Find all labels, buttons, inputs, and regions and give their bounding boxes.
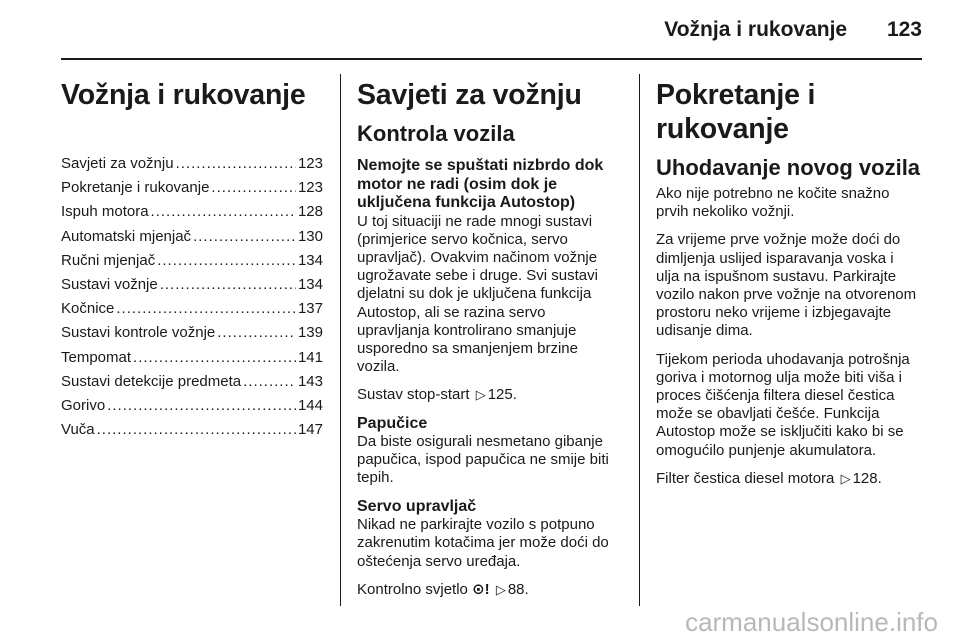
- starting-column: [656, 78, 921, 498]
- toc-item-label: Ispuh motora: [61, 203, 149, 221]
- diesel-filter-ref[interactable]: [656, 470, 921, 488]
- toc-item-page: 134: [297, 276, 323, 294]
- section-subtitle: Kontrola vozila: [357, 121, 515, 146]
- column-divider: [340, 74, 341, 606]
- ref-text: Sustav stop-start: [357, 386, 470, 404]
- pedals-text: Da biste osigurali nesmetano gibanje papučica, ispod papučica ne smije biti tepih.: [357, 433, 609, 487]
- toc-leader-dots: [157, 249, 296, 273]
- toc-leader-dots: [160, 273, 296, 297]
- toc-item[interactable]: [61, 225, 323, 249]
- toc-item-page: 123: [297, 179, 323, 197]
- toc-item[interactable]: [61, 273, 323, 297]
- toc-leader-dots: [107, 394, 296, 418]
- break-in-text-2: Za vrijeme prve vožnje može doći do dimljenja uslijed isparavanja voska i ulja na ispušnom sustavu. Parkirajte vozilo nakon prve vožnje na otvorenom prostoru neko vrijeme i izbjegavajte udisanje dima.: [656, 231, 917, 340]
- section-title: Savjeti za vožnju: [357, 79, 582, 111]
- toc-item-page: 123: [297, 155, 323, 172]
- break-in-text-1: Ako nije potrebno ne kočite snažno prvih nekoliko vožnji.: [656, 185, 890, 221]
- header-title: Vožnja i rukovanje: [664, 18, 848, 41]
- toc-item-label: Sustavi kontrole vožnje: [61, 324, 216, 342]
- toc-item-page: 144: [297, 397, 323, 415]
- toc-leader-dots: [193, 225, 296, 249]
- toc-item[interactable]: [61, 370, 323, 394]
- toc-item[interactable]: [61, 321, 323, 345]
- toc-column: [61, 78, 323, 442]
- toc-item-label: Tempomat: [61, 348, 132, 366]
- toc-item-label: Vuča: [61, 421, 95, 439]
- toc-item-page: 141: [297, 348, 323, 366]
- toc-leader-dots: [116, 297, 296, 321]
- stop-start-ref[interactable]: [357, 386, 622, 404]
- toc-item[interactable]: [61, 346, 323, 370]
- driving-tips-column: [357, 78, 622, 609]
- toc-item-page: 130: [297, 227, 323, 245]
- toc-leader-dots: [151, 200, 296, 224]
- page-header: [664, 18, 922, 42]
- toc-item-page: 128: [297, 203, 323, 221]
- toc-item-page: 134: [297, 251, 323, 269]
- toc-item-page: 139: [297, 324, 323, 342]
- downhill-text: U toj situaciji ne rade mnogi sustavi (primjerice servo kočnica, servo upravljač). Ovakvim načinom vožnje ugrožavate sebe i druge. Svi sustavi djelatni su dok je uključena funkcija Autostop, ali se razina servo upravljanja kontrolirano smanjuje usporedno sa smanjenjem brzine vozila.: [357, 212, 598, 376]
- pedals-heading: Papučice: [357, 414, 428, 432]
- toc-leader-dots: [133, 346, 296, 370]
- toc-leader-dots: [211, 176, 296, 200]
- page-ref-icon: ▷: [840, 470, 851, 486]
- toc-item[interactable]: [61, 297, 323, 321]
- toc-item-label: Pokretanje i rukovanje: [61, 179, 210, 197]
- toc-item-label: Savjeti za vožnju: [61, 155, 174, 172]
- toc-item-label: Gorivo: [61, 397, 106, 415]
- steering-text: Nikad ne parkirajte vozilo s potpuno zakrenutim kotačima jer može doći do oštećenja servo uređaja.: [357, 516, 609, 570]
- column-divider: [639, 74, 640, 606]
- steering-warning-icon: ⊙!: [472, 580, 490, 598]
- ref-page: 128.: [852, 469, 882, 487]
- ref-text: Kontrolno svjetlo: [357, 580, 468, 598]
- warning-light-ref[interactable]: [357, 581, 622, 599]
- toc-list: [61, 152, 323, 442]
- toc-item-label: Automatski mjenjač: [61, 227, 192, 245]
- page-number: 123: [886, 18, 922, 41]
- toc-item-label: Kočnice: [61, 300, 115, 318]
- ref-page: 88.: [507, 580, 529, 598]
- toc-leader-dots: [176, 152, 296, 176]
- steering-heading: Servo upravljač: [357, 497, 477, 515]
- ref-page: 125.: [487, 386, 517, 404]
- toc-leader-dots: [217, 321, 296, 345]
- toc-item[interactable]: [61, 200, 323, 224]
- toc-item-label: Sustavi detekcije predmeta: [61, 372, 242, 390]
- toc-leader-dots: [243, 370, 296, 394]
- page-ref-icon: ▷: [475, 387, 486, 403]
- section-title: Pokretanje i rukovanje: [656, 79, 816, 145]
- ref-text: Filter čestica diesel motora: [656, 469, 835, 487]
- header-rule: [61, 58, 922, 60]
- toc-item-page: 137: [297, 300, 323, 318]
- page-ref-icon: ▷: [495, 581, 506, 597]
- toc-item-page: 147: [297, 421, 323, 439]
- toc-item[interactable]: [61, 249, 323, 273]
- toc-item[interactable]: [61, 152, 323, 176]
- toc-item[interactable]: [61, 418, 323, 442]
- toc-title: Vožnja i rukovanje: [61, 79, 306, 111]
- toc-item-label: Ručni mjenjač: [61, 251, 156, 269]
- break-in-text-3: Tijekom perioda uhodavanja potrošnja goriva i motornog ulja može biti viša i proces čišćenja filtera diesel čestica može se obavljati češće. Funkcija Autostop može se isključiti kako bi se omogućilo punjenje akumulatora.: [656, 350, 910, 459]
- toc-item-page: 143: [297, 372, 323, 390]
- toc-item-label: Sustavi vožnje: [61, 276, 158, 294]
- watermark: carmanualsonline.info: [685, 607, 938, 637]
- downhill-heading: Nemojte se spuštati nizbrdo dok motor ne radi (osim dok je uključena funkcija Autostop): [357, 157, 604, 211]
- toc-item[interactable]: [61, 176, 323, 200]
- toc-leader-dots: [97, 418, 296, 442]
- toc-item[interactable]: [61, 394, 323, 418]
- section-subtitle: Uhodavanje novog vozila: [656, 155, 921, 180]
